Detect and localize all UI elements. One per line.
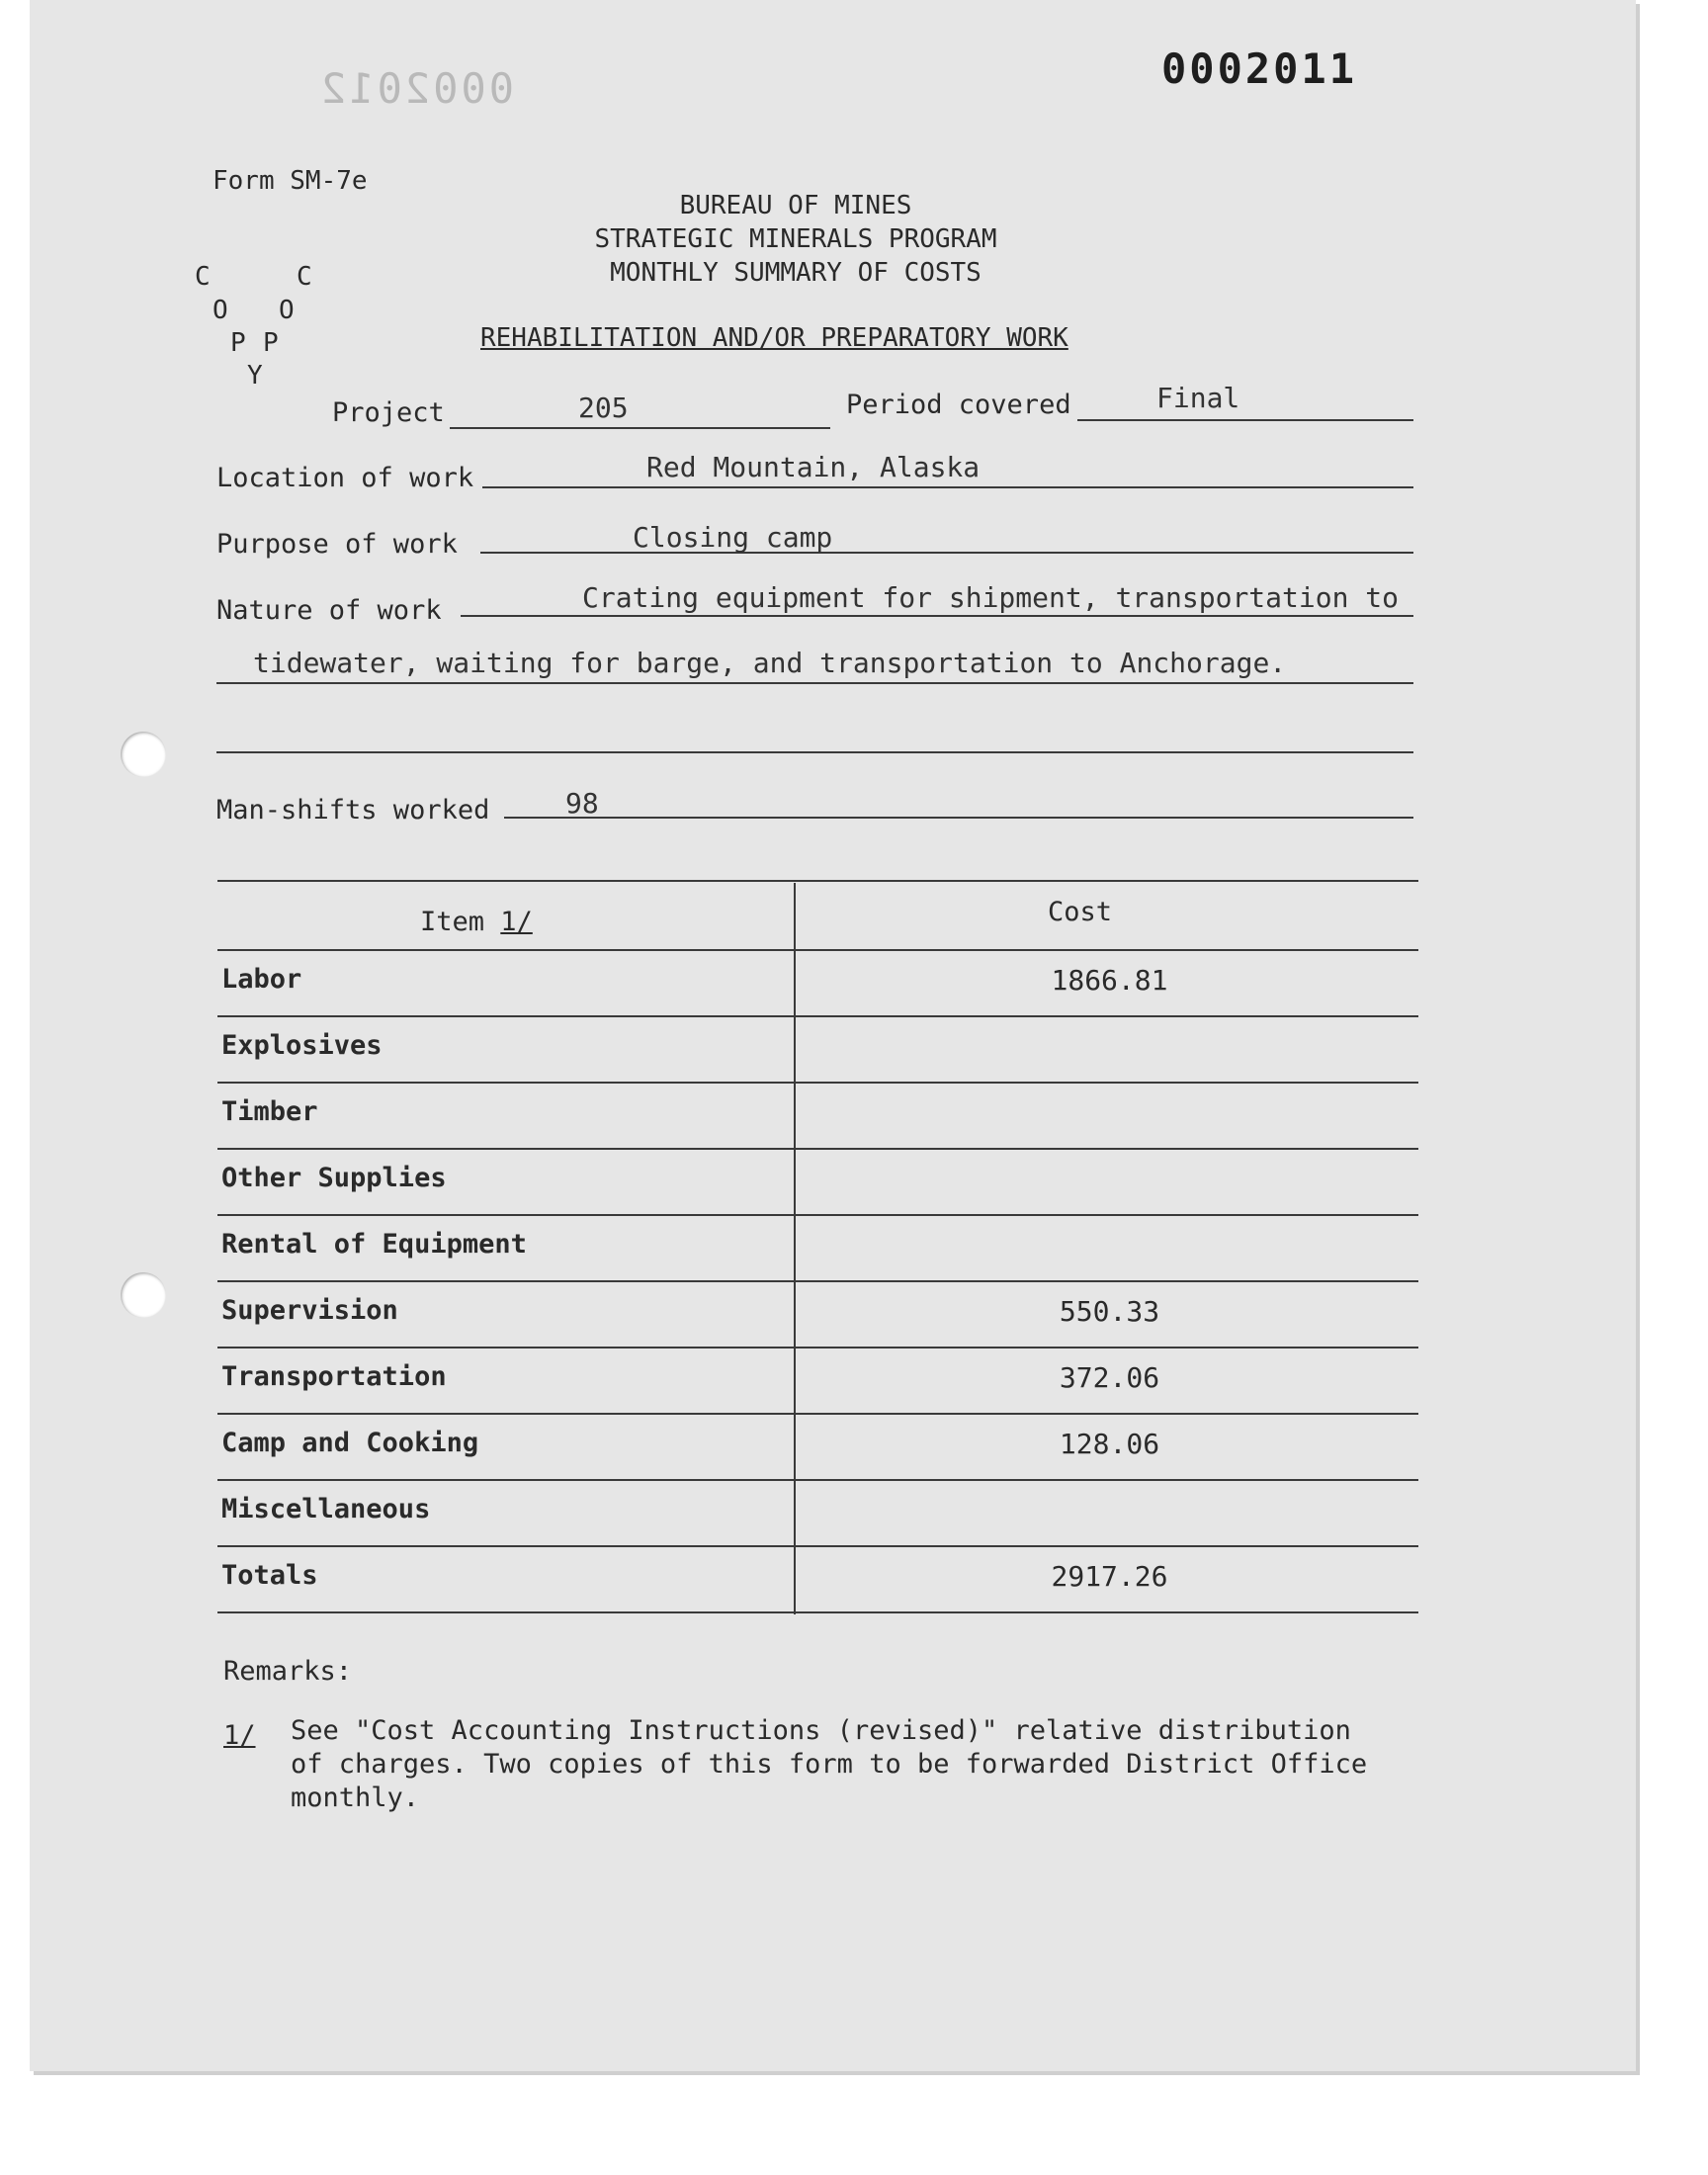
table-header-line: [217, 949, 1418, 951]
location-line: [482, 486, 1413, 488]
nature-line-3: [216, 751, 1413, 753]
remarks-note-line2: of charges. Two copies of this form to be forwarded District Office: [291, 1749, 1368, 1780]
table-item-label: Totals: [221, 1560, 318, 1591]
header-program: STRATEGIC MINERALS PROGRAM: [594, 224, 997, 254]
manshifts-label: Man-shifts worked: [216, 795, 490, 826]
punch-hole-top: [121, 732, 166, 777]
table-cost-value: 372.06: [1059, 1361, 1160, 1394]
project-value: 205: [578, 392, 629, 424]
table-cost-cell: [801, 1548, 1418, 1613]
table-item-label: Explosives: [221, 1030, 383, 1061]
table-row: [217, 1283, 1418, 1348]
table-cost-cell: [801, 1085, 1418, 1150]
table-row-line: [217, 1148, 1418, 1150]
purpose-line: [480, 552, 1413, 554]
column-header-item-note: 1/: [500, 907, 533, 937]
location-label: Location of work: [216, 463, 474, 493]
column-header-item: [420, 907, 533, 937]
table-cost-cell: [801, 1151, 1418, 1216]
copy-stamp-o1: O: [213, 296, 228, 325]
table-cost-value: 550.33: [1059, 1295, 1160, 1328]
purpose-value: Closing camp: [633, 521, 833, 554]
header-title: MONTHLY SUMMARY OF COSTS: [610, 258, 982, 288]
table-row-line: [217, 1015, 1418, 1017]
purpose-label: Purpose of work: [216, 529, 458, 560]
table-row-line: [217, 1280, 1418, 1282]
nature-label: Nature of work: [216, 595, 442, 626]
column-header-cost: Cost: [1048, 897, 1113, 927]
remarks-note-line1: See "Cost Accounting Instructions (revised)" relative distribution: [291, 1715, 1351, 1746]
table-top-line: [217, 880, 1418, 882]
table-cost-value: 2917.26: [1051, 1560, 1168, 1593]
project-line: [450, 427, 830, 429]
nature-value-line2: tidewater, waiting for barge, and transportation to Anchorage.: [253, 647, 1287, 679]
table-cost-cell: [801, 1283, 1418, 1348]
table-item-label: Timber: [221, 1096, 318, 1127]
manshifts-line: [504, 817, 1413, 819]
copy-stamp-y: Y: [247, 361, 263, 391]
form-id: Form SM-7e: [213, 166, 368, 196]
table-row: [217, 1217, 1418, 1282]
table-row: [217, 1349, 1418, 1415]
table-header-row: [217, 883, 1418, 948]
copy-stamp-p1: P: [230, 328, 246, 358]
table-item-label: Labor: [221, 964, 302, 995]
nature-line-2: [216, 682, 1413, 684]
table-row-line: [217, 1479, 1418, 1481]
nature-line-1: [461, 615, 1413, 617]
table-cost-cell: [801, 1349, 1418, 1415]
header-agency: BUREAU OF MINES: [679, 191, 912, 220]
table-row: [217, 1018, 1418, 1084]
table-row: [217, 1482, 1418, 1547]
remarks-label: Remarks:: [223, 1656, 353, 1687]
table-row: [217, 952, 1418, 1017]
table-item-label: Transportation: [221, 1361, 447, 1392]
remarks-note-line3: monthly.: [291, 1783, 420, 1813]
table-cost-cell: [801, 952, 1418, 1017]
project-label: Project: [332, 397, 445, 428]
table-item-label: Rental of Equipment: [221, 1229, 527, 1260]
table-row-line: [217, 1413, 1418, 1415]
table-cost-cell: [801, 1416, 1418, 1481]
table-row: [217, 1416, 1418, 1481]
manshifts-value: 98: [565, 787, 599, 820]
header-subtitle: REHABILITATION AND/OR PREPARATORY WORK: [480, 323, 1068, 353]
table-row: [217, 1085, 1418, 1150]
copy-stamp-p2: P: [263, 328, 279, 358]
serial-number: 0002011: [1161, 44, 1358, 93]
remarks-note-marker: 1/: [223, 1720, 256, 1751]
table-cost-cell: [801, 1482, 1418, 1547]
table-row-line: [217, 1545, 1418, 1547]
table-cost-value: 1866.81: [1051, 964, 1168, 997]
table-item-label: Camp and Cooking: [221, 1428, 479, 1458]
table-cost-cell: [801, 1018, 1418, 1084]
column-header-item-text: Item: [420, 907, 485, 937]
period-line: [1077, 419, 1413, 421]
table-row: [217, 1151, 1418, 1216]
table-cost-cell: [801, 1217, 1418, 1282]
table-cost-value: 128.06: [1059, 1428, 1160, 1460]
table-row: [217, 1548, 1418, 1613]
table-item-label: Other Supplies: [221, 1163, 447, 1193]
punch-hole-bottom: [121, 1272, 166, 1318]
table-item-label: Supervision: [221, 1295, 398, 1326]
location-value: Red Mountain, Alaska: [646, 451, 981, 483]
table-row-line: [217, 1082, 1418, 1084]
table-row-line: [217, 1611, 1418, 1613]
table-row-line: [217, 1214, 1418, 1216]
period-value: Final: [1156, 382, 1240, 414]
nature-value-line1: Crating equipment for shipment, transportation to: [582, 581, 1400, 614]
table-row-line: [217, 1347, 1418, 1348]
copy-stamp-c1: C: [195, 262, 211, 292]
table-item-label: Miscellaneous: [221, 1494, 431, 1524]
bleed-through-number: 0002012: [318, 64, 515, 113]
period-label: Period covered: [846, 390, 1071, 420]
copy-stamp-c2: C: [297, 262, 312, 292]
copy-stamp-o2: O: [279, 296, 295, 325]
